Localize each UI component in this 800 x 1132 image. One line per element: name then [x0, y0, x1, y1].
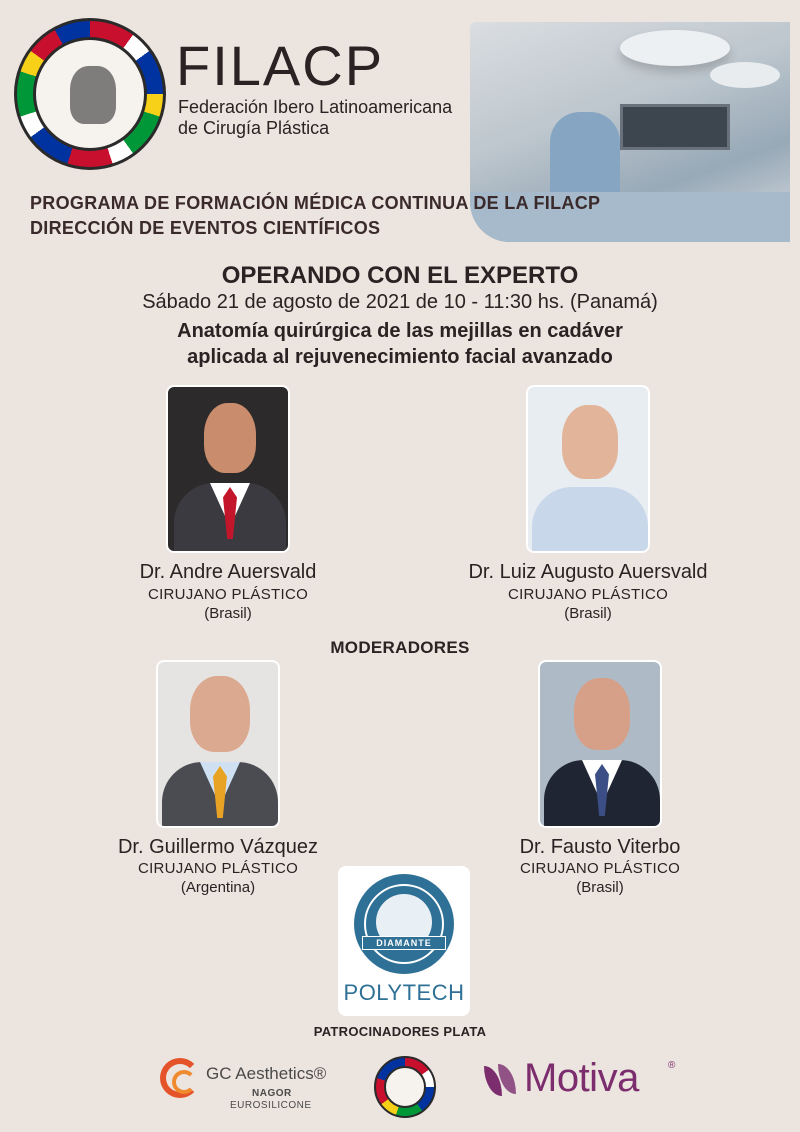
seal-band-label: DIAMANTE — [362, 936, 446, 950]
face-shape — [562, 405, 618, 479]
event-date: Sábado 21 de agosto de 2021 de 10 - 11:30 hs. (Panamá) — [142, 291, 658, 313]
motiva-name: Motiva — [524, 1056, 639, 1100]
face-shape — [574, 678, 630, 750]
face-shape — [190, 676, 250, 752]
surgical-lamp-shape — [710, 62, 780, 88]
diamante-seal-icon — [354, 874, 454, 974]
filacp-seal-center — [33, 37, 147, 151]
seal-figure-icon — [70, 66, 116, 124]
gc-sub-brand-eurosilicone: EUROSILICONE — [230, 1100, 312, 1111]
silver-sponsors-heading: PATROCINADORES PLATA — [313, 1024, 487, 1039]
gc-sub-brand-nagor: NAGOR — [252, 1088, 292, 1099]
speaker-photo — [166, 385, 290, 553]
gc-aesthetics-logo-icon — [160, 1058, 200, 1098]
motiva-registered-mark: ® — [668, 1060, 676, 1071]
motiva-leaf-icon — [484, 1062, 520, 1098]
event-topic-line2: aplicada al rejuvenecimiento facial avanzado — [187, 346, 613, 368]
speaker-name: Dr. Luiz Augusto Auersvald — [468, 561, 708, 583]
speaker-role: CIRUJANO PLÁSTICO — [147, 586, 309, 603]
speaker-photo — [526, 385, 650, 553]
global-sponsor-name: POLYTECH — [343, 980, 465, 1005]
program-line2: DIRECCIÓN DE EVENTOS CIENTÍFICOS — [30, 218, 381, 238]
speaker-country: (Brasil) — [204, 605, 252, 622]
moderator-name: Dr. Guillermo Vázquez — [117, 836, 319, 858]
brand-subtitle-line2: de Cirugía Plástica — [178, 118, 330, 138]
mini-seal-center — [384, 1066, 426, 1108]
brand-title: FILACP — [176, 34, 385, 97]
event-title: OPERANDO CON EL EXPERTO — [221, 262, 579, 289]
global-sponsor-card — [338, 866, 470, 1016]
speaker-country: (Brasil) — [564, 605, 612, 622]
speaker-name: Dr. Andre Auersvald — [139, 561, 317, 583]
moderator-country: (Brasil) — [576, 879, 624, 896]
moderator-photo — [538, 660, 662, 828]
speaker-role: CIRUJANO PLÁSTICO — [507, 586, 669, 603]
moderator-name: Dr. Fausto Viterbo — [519, 836, 681, 858]
face-shape — [204, 403, 256, 473]
moderator-role: CIRUJANO PLÁSTICO — [519, 860, 681, 877]
filacp-seal-icon — [14, 18, 166, 170]
gc-aesthetics-name: GC Aesthetics® — [206, 1064, 327, 1083]
monitor-shape — [620, 104, 730, 150]
moderator-role: CIRUJANO PLÁSTICO — [137, 860, 299, 877]
filacp-mini-seal-icon — [374, 1056, 436, 1118]
moderators-heading: MODERADORES — [330, 638, 470, 657]
event-topic-line1: Anatomía quirúrgica de las mejillas en cadáver — [177, 320, 623, 342]
surgical-lamp-shape — [620, 30, 730, 66]
moderator-country: (Argentina) — [180, 879, 256, 896]
program-line1: PROGRAMA DE FORMACIÓN MÉDICA CONTINUA DE LA FILACP — [30, 193, 601, 213]
shirt-shape — [532, 487, 648, 553]
brand-subtitle-line1: Federación Ibero Latinoamericana — [178, 97, 453, 117]
moderator-photo — [156, 660, 280, 828]
